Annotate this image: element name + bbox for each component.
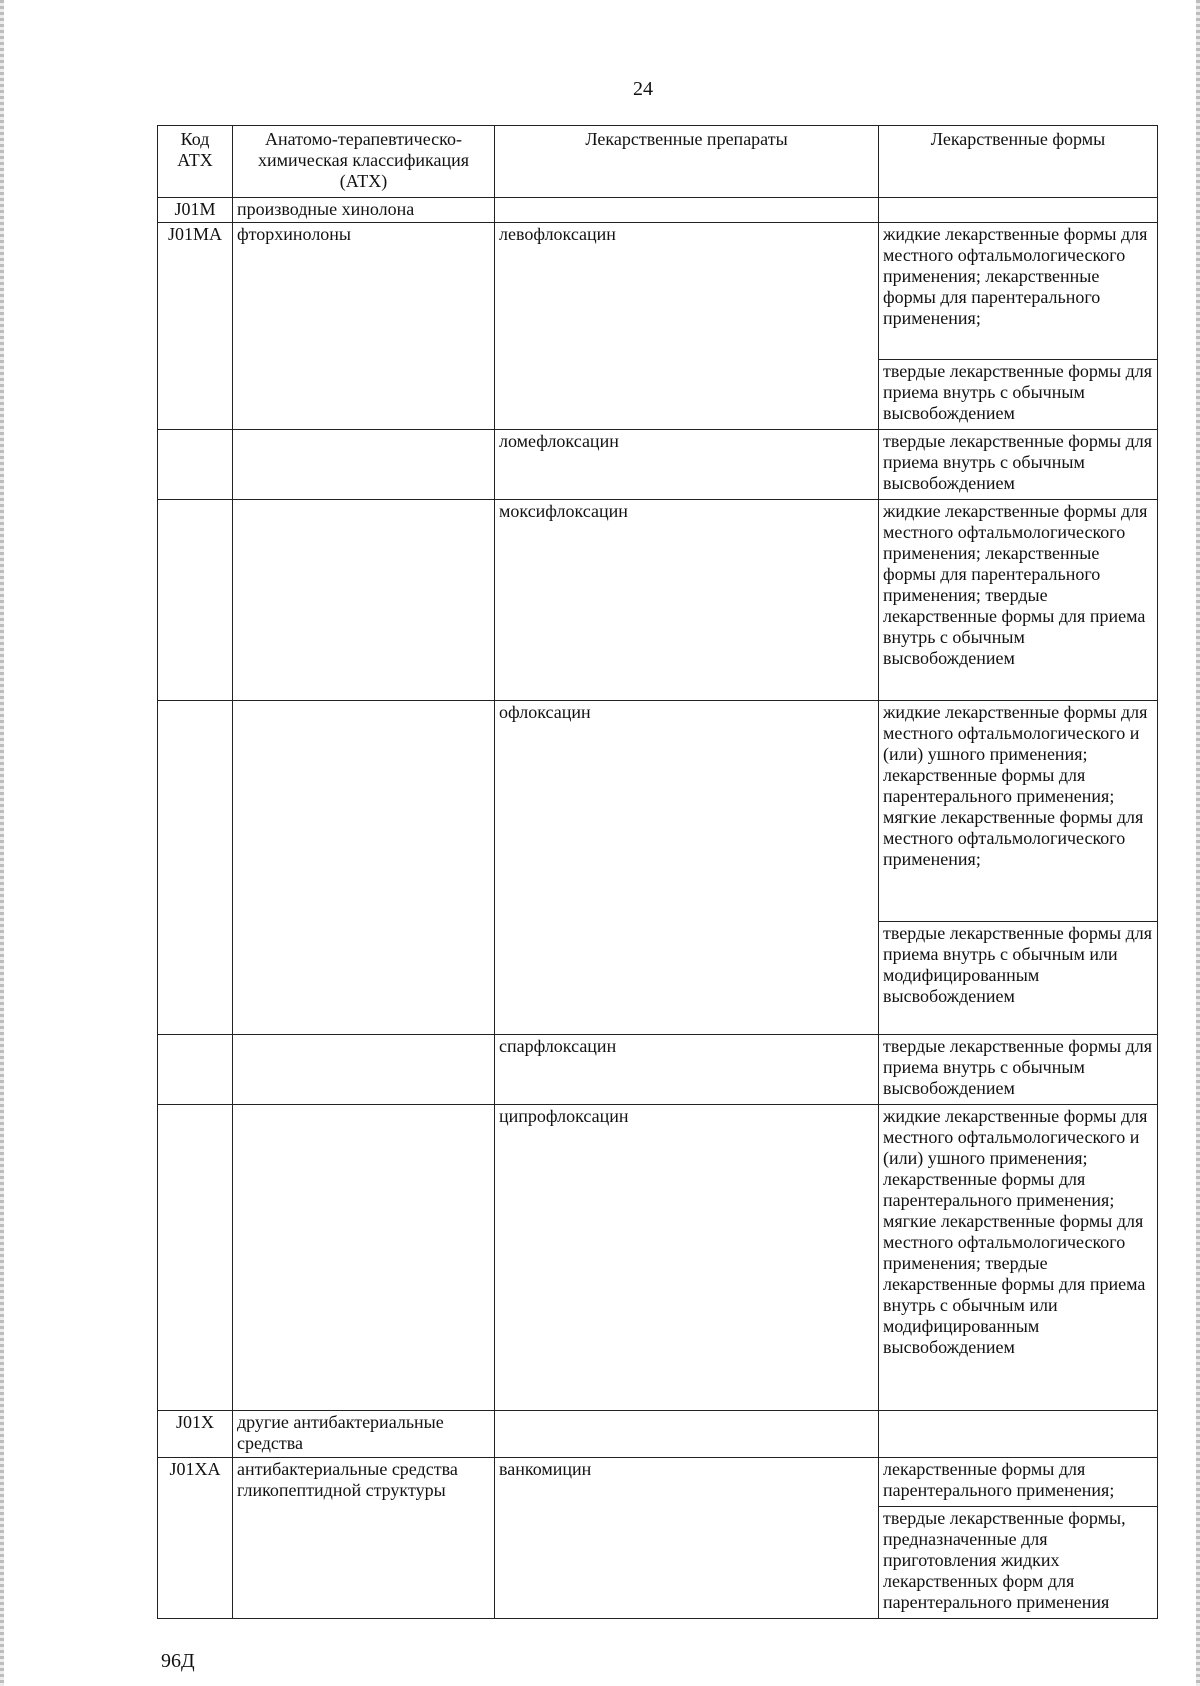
forms-cell: твердые лекарственные формы для приема внутрь с обычным или модифицированным высвобождением [879,922,1158,1035]
drug-cell: ванкомицин [495,1458,879,1619]
classification-cell: антибактериальные средства гликопептидной структуры [233,1458,495,1619]
forms-cell [879,198,1158,223]
atx-code-cell [158,701,233,1035]
forms-cell: твердые лекарственные формы, предназначенные для приготовления жидких лекарственных форм для парентерального применения [879,1507,1158,1619]
drug-cell [495,198,879,223]
classification-cell [233,701,495,1035]
table-row [158,1035,1158,1105]
table-row [158,1105,1158,1411]
atx-code-cell [158,500,233,701]
drug-cell [495,1411,879,1458]
table-row [158,1458,1158,1507]
drug-cell: левофлоксацин [495,223,879,430]
classification-cell [233,500,495,701]
scan-edge-left [0,0,4,1686]
atx-code-cell [158,1035,233,1105]
page-number: 24 [633,78,653,100]
drug-cell: ломефлоксацин [495,430,879,500]
atx-code-cell [158,1105,233,1411]
table-row [158,1411,1158,1458]
header-drugs: Лекарственные препараты [495,126,879,198]
table-row [158,430,1158,500]
drug-cell: моксифлоксацин [495,500,879,701]
forms-cell: жидкие лекарственные формы для местного офтальмологического и (или) ушного применения; лекарственные формы для парентерального применения; мягкие лекарственные формы для местного офтальмологического применения; [879,701,1158,922]
drug-cell: спарфлоксацин [495,1035,879,1105]
atx-code-cell: J01M [158,198,233,223]
classification-cell [233,430,495,500]
classification-cell [233,1035,495,1105]
header-classification: Анатомо-терапевтическо-химическая классификация (АТХ) [233,126,495,198]
table-header-row [158,126,1158,198]
forms-cell: лекарственные формы для парентерального применения; [879,1458,1158,1507]
classification-cell: производные хинолона [233,198,495,223]
forms-cell: жидкие лекарственные формы для местного офтальмологического применения; лекарственные формы для парентерального применения; [879,223,1158,360]
table-row [158,701,1158,922]
forms-cell: твердые лекарственные формы для приема внутрь с обычным высвобождением [879,430,1158,500]
forms-cell: твердые лекарственные формы для приема внутрь с обычным высвобождением [879,360,1158,430]
atx-code-cell: J01XA [158,1458,233,1619]
atx-drug-table [157,125,1158,1619]
drug-cell: ципрофлоксацин [495,1105,879,1411]
drug-cell: офлоксацин [495,701,879,1035]
scan-edge-right [1196,0,1200,1686]
table-row [158,198,1158,223]
forms-cell [879,1411,1158,1458]
atx-code-cell: J01X [158,1411,233,1458]
classification-cell: фторхинолоны [233,223,495,430]
table-row [158,223,1158,360]
header-code: Код АТХ [158,126,233,198]
atx-code-cell: J01MA [158,223,233,430]
classification-cell: другие антибактериальные средства [233,1411,495,1458]
forms-cell: твердые лекарственные формы для приема внутрь с обычным высвобождением [879,1035,1158,1105]
classification-cell [233,1105,495,1411]
footer-document-code: 96Д [161,1650,195,1672]
table-row [158,500,1158,701]
header-forms: Лекарственные формы [879,126,1158,198]
atx-code-cell [158,430,233,500]
forms-cell: жидкие лекарственные формы для местного офтальмологического и (или) ушного применения; лекарственные формы для парентерального применения; мягкие лекарственные формы для местного офтальмологического применения; твердые лекарственные формы для приема внутрь с обычным или модифицированным высвобождением [879,1105,1158,1411]
forms-cell: жидкие лекарственные формы для местного офтальмологического применения; лекарственные формы для парентерального применения; твердые лекарственные формы для приема внутрь с обычным высвобождением [879,500,1158,701]
